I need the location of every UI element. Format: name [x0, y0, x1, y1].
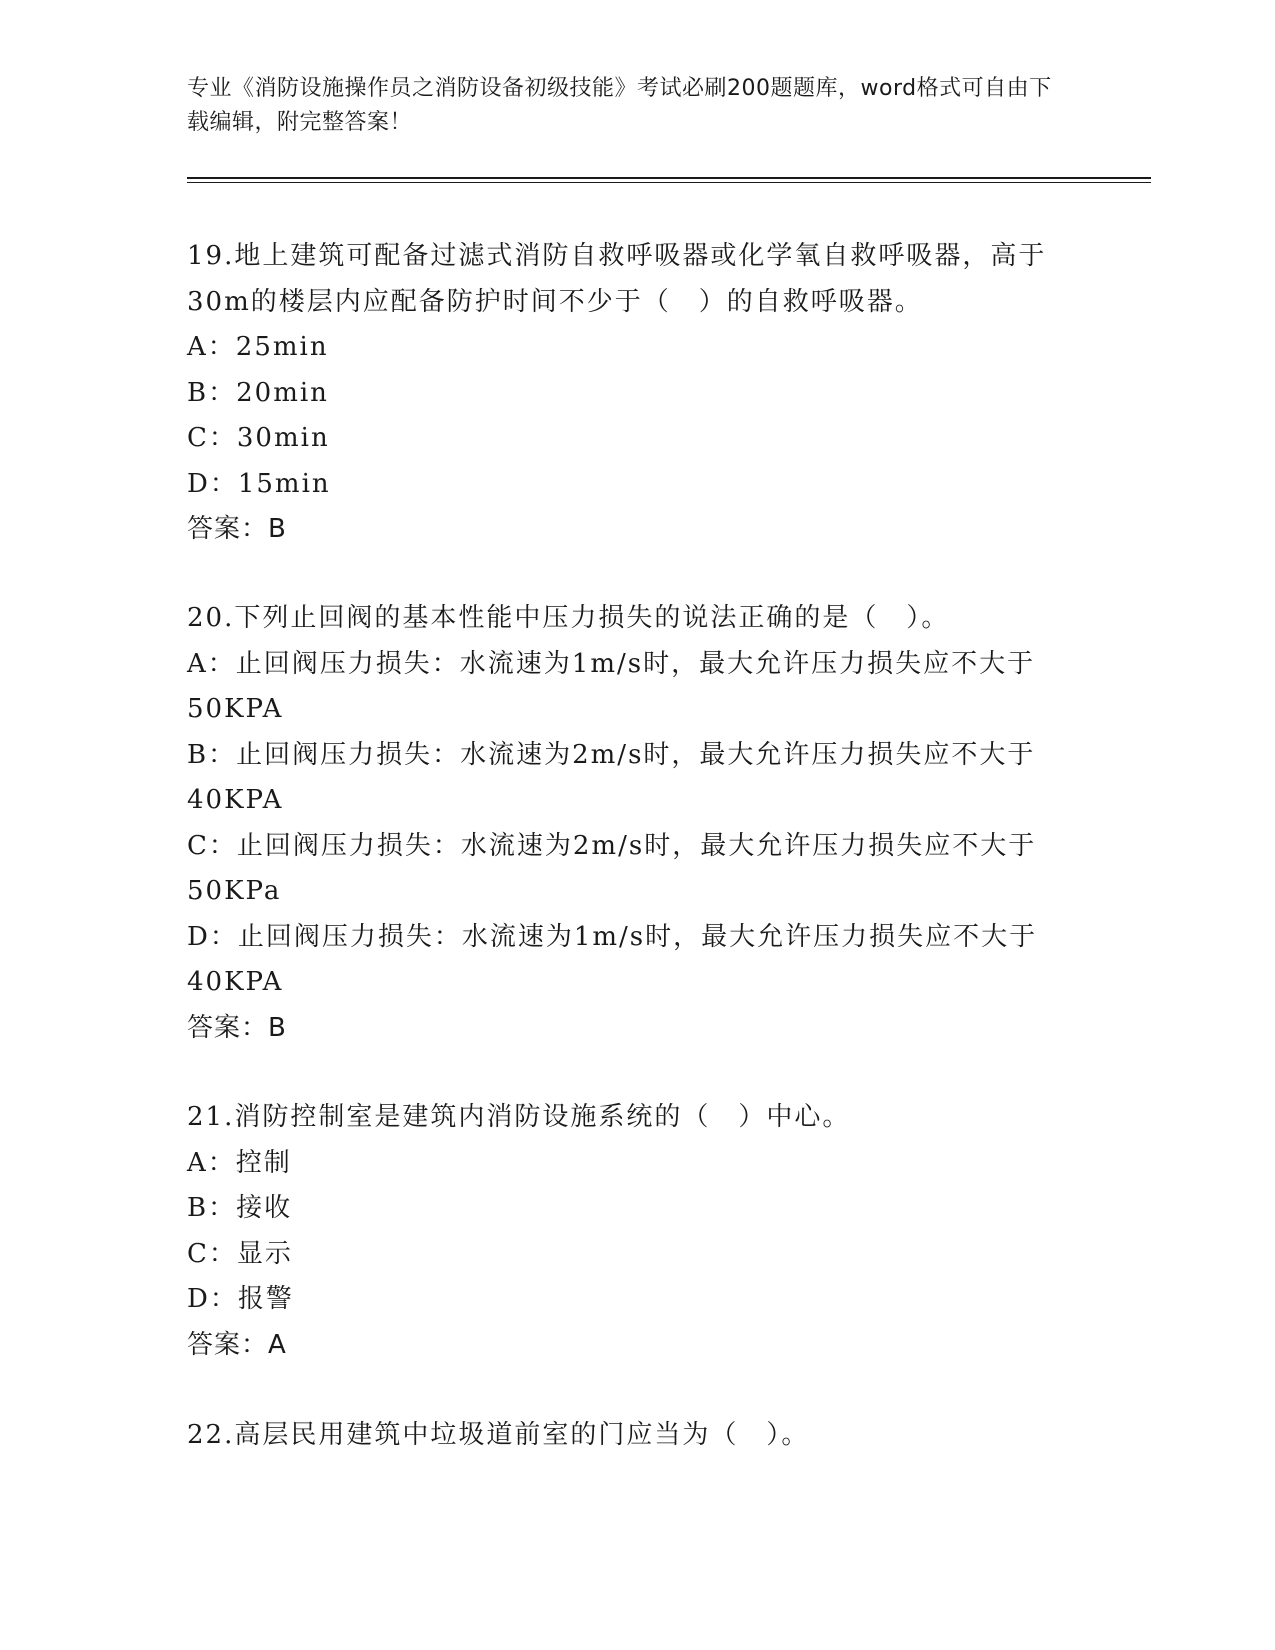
- header-divider-thin: [187, 182, 1151, 183]
- option-b: B：20min: [187, 377, 329, 408]
- option-c: C：30min: [187, 423, 330, 453]
- question-stem: 20.下列止回阀的基本性能中压力损失的说法正确的是（ ）。: [187, 603, 950, 633]
- page-header: [187, 72, 1067, 140]
- answer: 答案：B: [187, 514, 287, 544]
- question-stem: 22.高层民用建筑中垃圾道前室的门应当为（ ）。: [187, 1420, 810, 1450]
- option-c: C：止回阀压力损失：水流速为2m/s时，最大允许压力损失应不大于50KPa: [187, 830, 1037, 906]
- option-d: D：止回阀压力损失：水流速为1m/s时，最大允许压力损失应不大于40KPA: [187, 921, 1038, 997]
- option-a: A：25min: [187, 332, 329, 362]
- header-divider: [187, 177, 1151, 179]
- option-b: B：接收: [187, 1193, 293, 1223]
- answer: 答案：B: [187, 1012, 287, 1043]
- answer: 答案：A: [187, 1329, 287, 1360]
- option-a: A：止回阀压力损失：水流速为1m/s时，最大允许压力损失应不大于50KPA: [187, 648, 1036, 724]
- question-21: [187, 1095, 1087, 1368]
- option-a: A：控制: [187, 1147, 292, 1178]
- option-d: D：报警: [187, 1284, 294, 1314]
- question-19: [187, 234, 1087, 553]
- question-20: [187, 596, 1087, 1051]
- question-stem: 21.消防控制室是建筑内消防设施系统的（ ）中心。: [187, 1102, 851, 1132]
- question-stem: 19.地上建筑可配备过滤式消防自救呼吸器或化学氧自救呼吸器，高于30m的楼层内应配备防护时间不少于（ ）的自救呼吸器。: [187, 241, 1047, 317]
- option-d: D：15min: [187, 468, 331, 499]
- question-22: [187, 1413, 1087, 1459]
- option-c: C：显示: [187, 1238, 293, 1269]
- header-text: 专业《消防设施操作员之消防设备初级技能》考试必刷200题题库，word格式可自由下载编辑，附完整答案！: [187, 76, 1052, 135]
- option-b: B：止回阀压力损失：水流速为2m/s时，最大允许压力损失应不大于40KPA: [187, 739, 1036, 815]
